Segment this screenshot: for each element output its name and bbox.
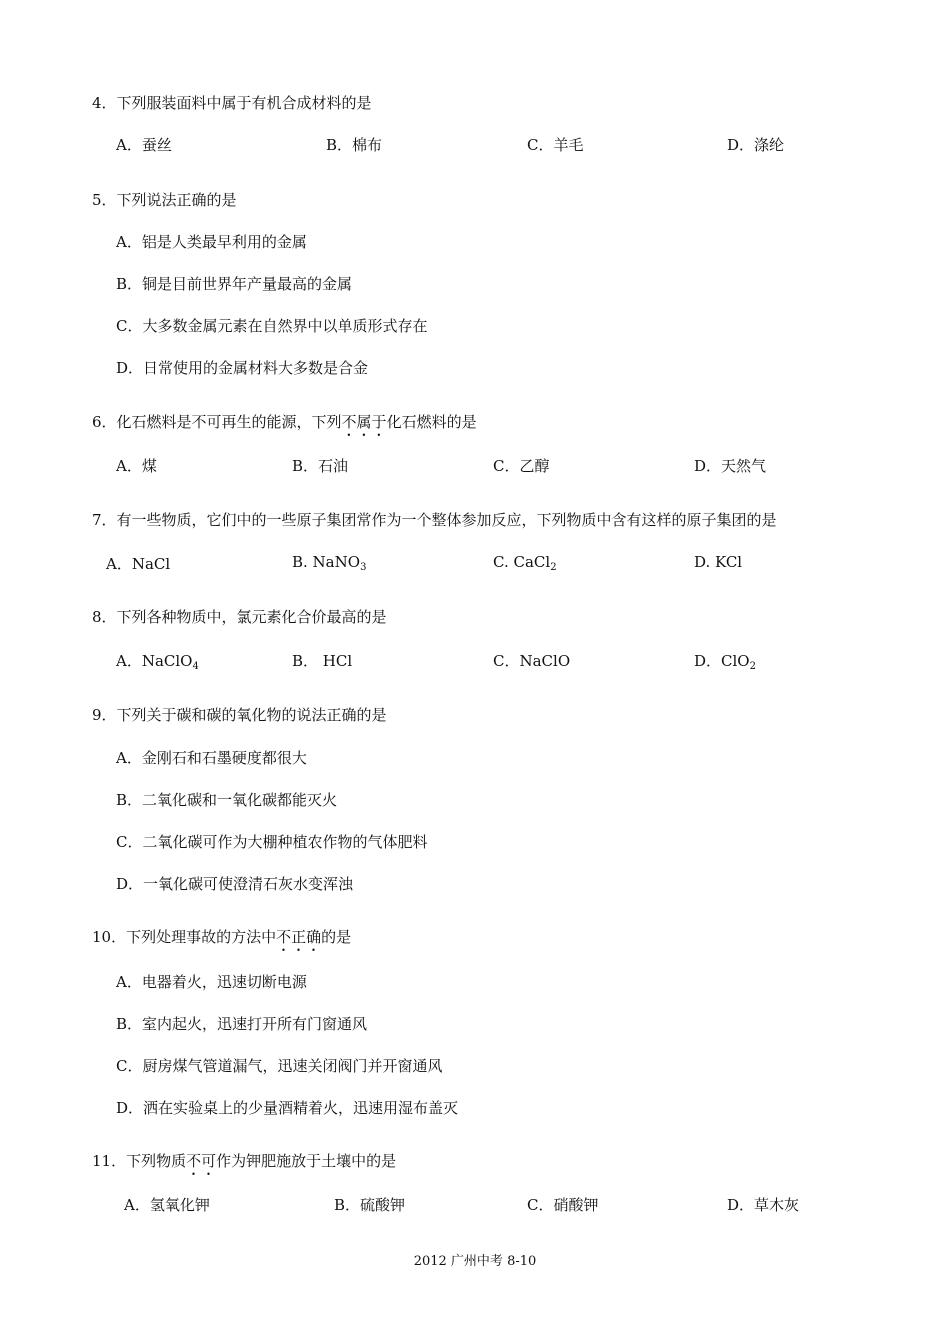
question-6-option-c: C．乙醇 xyxy=(493,457,550,475)
question-5-stem: 5．下列说法正确的是 xyxy=(92,191,237,209)
question-9-option-d: D．一氧化碳可使澄清石灰水变浑浊 xyxy=(116,875,354,893)
question-4-option-a: A．蚕丝 xyxy=(116,136,172,154)
question-6-option-d: D．天然气 xyxy=(694,457,767,475)
question-5-option-b: B．铜是目前世界年产量最高的金属 xyxy=(116,275,353,293)
question-7-option-a: A．NaCl xyxy=(106,555,171,573)
question-10-option-c: C．厨房煤气管道漏气，迅速关闭阀门并开窗通风 xyxy=(116,1057,443,1075)
question-6-emphasis: 不属于 xyxy=(341,413,387,431)
question-8-option-b: B． HCl xyxy=(292,652,353,670)
question-11-option-b: B．硫酸钾 xyxy=(334,1196,406,1214)
question-6-option-b: B．石油 xyxy=(292,457,349,475)
question-11-option-a: A．氢氧化钾 xyxy=(124,1196,210,1214)
question-7-stem: 7．有一些物质，它们中的一些原子集团常作为一个整体参加反应，下列物质中含有这样的原子集团的是 xyxy=(92,511,777,529)
question-11-option-c: C．硝酸钾 xyxy=(527,1196,599,1214)
question-4-stem: 4．下列服装面料中属于有机合成材料的是 xyxy=(92,94,372,112)
question-11-stem: 11．下列物质不可作为钾肥施放于土壤中的是 xyxy=(92,1152,397,1170)
question-10-option-b: B．室内起火，迅速打开所有门窗通风 xyxy=(116,1015,368,1033)
question-9-option-a: A．金刚石和石墨硬度都很大 xyxy=(116,749,307,767)
question-9-option-b: B．二氧化碳和一氧化碳都能灭火 xyxy=(116,791,338,809)
question-5-option-a: A．铝是人类最早利用的金属 xyxy=(116,233,307,251)
question-10-option-d: D．洒在实验桌上的少量酒精着火，迅速用湿布盖灭 xyxy=(116,1099,459,1117)
question-8-option-d: D．ClO$_2$ xyxy=(694,652,756,672)
question-7-option-d: D. KCl xyxy=(694,553,743,571)
question-8-stem: 8．下列各种物质中，氯元素化合价最高的是 xyxy=(92,608,387,626)
question-4-option-b: B．棉布 xyxy=(326,136,383,154)
question-6-option-a: A．煤 xyxy=(116,457,157,475)
question-7-option-c: C. CaCl$_2$ xyxy=(493,553,557,573)
question-10-stem: 10．下列处理事故的方法中不正确的是 xyxy=(92,928,352,946)
question-8-option-c: C．NaClO xyxy=(493,652,571,670)
question-10-option-a: A．电器着火，迅速切断电源 xyxy=(116,973,307,991)
question-9-option-c: C．二氧化碳可作为大棚种植农作物的气体肥料 xyxy=(116,833,428,851)
question-11-option-d: D．草木灰 xyxy=(727,1196,800,1214)
question-5-option-d: D．日常使用的金属材料大多数是合金 xyxy=(116,359,369,377)
question-4-option-d: D．涤纶 xyxy=(727,136,785,154)
question-11-emphasis: 不可 xyxy=(186,1152,217,1170)
question-6-stem: 6．化石燃料是不可再生的能源，下列不属于化石燃料的是 xyxy=(92,413,477,431)
question-4-option-c: C．羊毛 xyxy=(527,136,584,154)
question-9-stem: 9．下列关于碳和碳的氧化物的说法正确的是 xyxy=(92,706,387,724)
page-footer: 2012 广州中考 8-10 xyxy=(413,1254,537,1269)
question-5-option-c: C．大多数金属元素在自然界中以单质形式存在 xyxy=(116,317,428,335)
question-7-option-b: B. NaNO$_3$ xyxy=(292,553,367,573)
question-8-option-a: A．NaClO$_4$ xyxy=(116,652,199,672)
question-10-emphasis: 不正确 xyxy=(276,928,322,946)
